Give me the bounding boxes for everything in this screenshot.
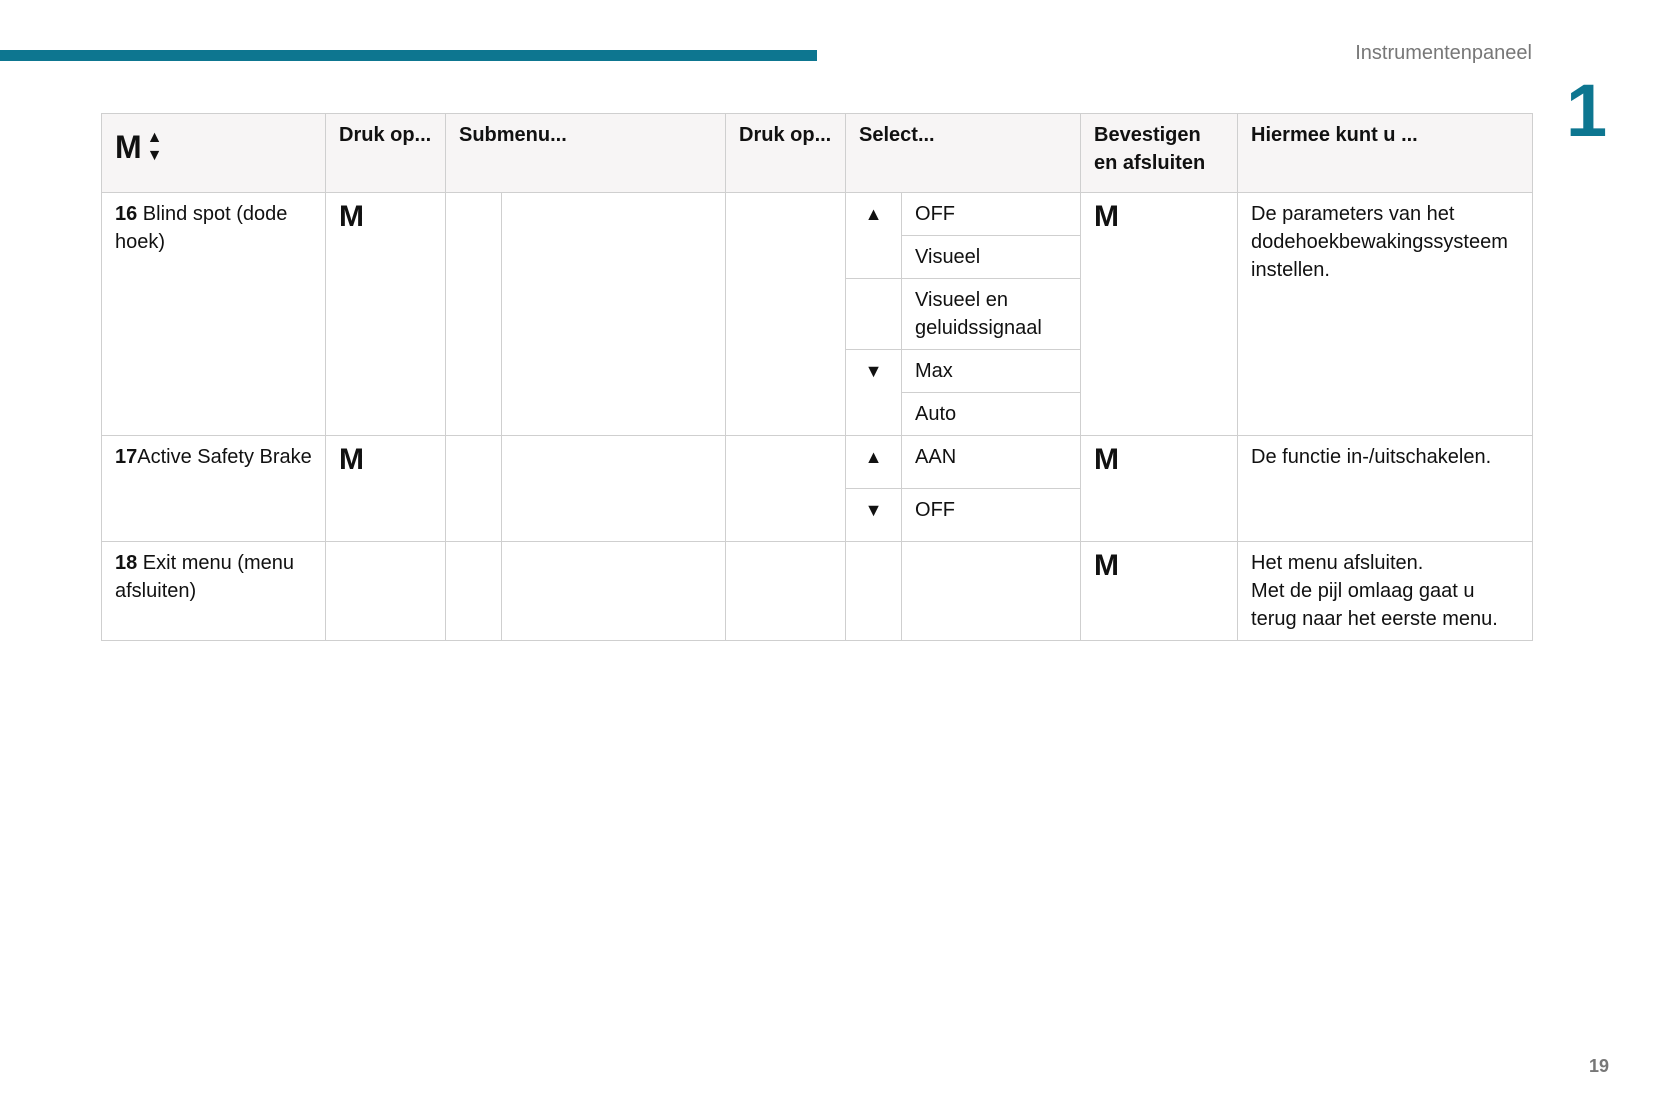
empty-cell xyxy=(502,542,726,641)
option-item: Visueel xyxy=(902,236,1081,279)
table-row xyxy=(102,436,1533,489)
empty-cell xyxy=(902,542,1081,641)
row-17-purpose: De functie in-/uitschakelen. xyxy=(1238,436,1533,542)
row-16-confirm-key: M xyxy=(1081,193,1238,436)
section-title: Instrumentenpaneel xyxy=(1355,42,1532,64)
arrow-down-icon: ▼ xyxy=(846,489,902,542)
header-press-2: Druk op... xyxy=(726,114,846,193)
row-17-confirm-key: M xyxy=(1081,436,1238,542)
menu-key-label: M xyxy=(115,129,142,165)
arrow-down-icon: ▼ xyxy=(146,147,163,164)
row-label: Blind spot (dode hoek) xyxy=(115,203,288,253)
empty-cell xyxy=(502,436,726,542)
table-header-row xyxy=(102,114,1533,193)
header-confirm: Bevestigen en afsluiten xyxy=(1081,114,1238,193)
option-item: Max xyxy=(902,350,1081,393)
menu-table xyxy=(101,113,1533,641)
row-number: 16 xyxy=(115,203,138,225)
header-select: Select... xyxy=(846,114,1081,193)
row-16-press-key: M xyxy=(326,193,446,436)
row-17-press-key: M xyxy=(326,436,446,542)
arrow-up-icon: ▲ xyxy=(846,436,902,489)
page-number: 19 xyxy=(1588,1056,1609,1076)
arrow-down-icon: ▼ xyxy=(846,350,902,436)
empty-cell xyxy=(502,193,726,436)
row-18-confirm-key: M xyxy=(1081,542,1238,641)
row-16-purpose: De parameters van het dodehoekbewakingssysteem instellen. xyxy=(1238,193,1533,436)
option-item: Auto xyxy=(902,393,1081,436)
empty-cell xyxy=(846,279,902,350)
purpose-line: Het menu afsluiten. xyxy=(1251,552,1424,574)
row-number: 18 xyxy=(115,552,138,574)
empty-cell xyxy=(726,193,846,436)
empty-cell xyxy=(846,542,902,641)
row-label: Exit menu (menu afsluiten) xyxy=(115,552,294,602)
empty-cell xyxy=(446,542,502,641)
empty-cell xyxy=(726,542,846,641)
header-accent-bar xyxy=(0,50,817,61)
empty-cell xyxy=(326,542,446,641)
empty-cell xyxy=(446,436,502,542)
row-18-purpose xyxy=(1238,542,1533,641)
option-item: AAN xyxy=(902,436,1081,489)
option-item: OFF xyxy=(902,489,1081,542)
row-17-label-cell xyxy=(102,436,326,542)
header-menu-key xyxy=(102,114,326,193)
header-press-1: Druk op... xyxy=(326,114,446,193)
header-purpose: Hiermee kunt u ... xyxy=(1238,114,1533,193)
chapter-number: 1 xyxy=(1566,69,1608,152)
empty-cell xyxy=(726,436,846,542)
table-row xyxy=(102,542,1533,641)
option-item: Visueel en geluidssignaal xyxy=(902,279,1081,350)
table-row xyxy=(102,193,1533,236)
option-item: OFF xyxy=(902,193,1081,236)
row-18-label-cell xyxy=(102,542,326,641)
arrow-up-icon: ▲ xyxy=(846,193,902,279)
purpose-line: Met de pijl omlaag gaat u terug naar het eerste menu. xyxy=(1251,580,1498,630)
arrow-up-icon: ▲ xyxy=(146,129,163,146)
empty-cell xyxy=(446,193,502,436)
row-label: Active Safety Brake xyxy=(137,446,312,468)
row-number: 17 xyxy=(115,446,138,468)
row-16-label-cell xyxy=(102,193,326,436)
header-submenu: Submenu... xyxy=(446,114,726,193)
